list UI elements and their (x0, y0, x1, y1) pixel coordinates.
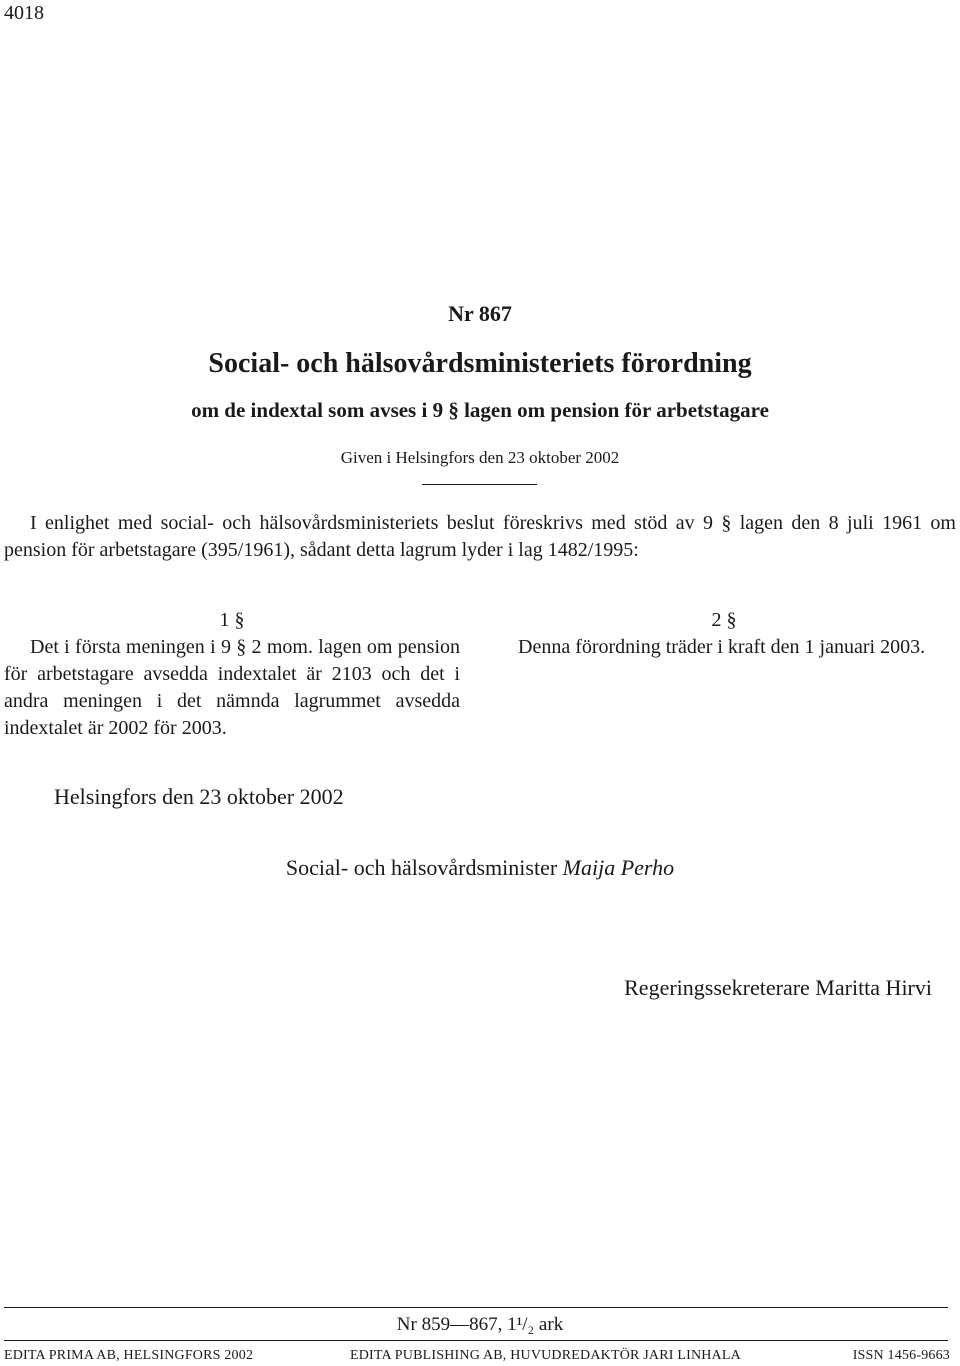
statute-subtitle: om de indextal som avses i 9 § lagen om pension för arbetstagare (191, 398, 769, 422)
minister-title: Social- och hälsovårdsminister (285, 855, 558, 880)
footer-issn: ISSN 1456-9663 (852, 1348, 950, 1363)
section-2-heading: 2 § (711, 609, 737, 631)
section-1-heading: 1 § (219, 609, 245, 631)
footer-printer: EDITA PRIMA AB, HELSINGFORS 2002 (4, 1348, 254, 1363)
title-divider (422, 484, 537, 485)
footer-divider-bottom (4, 1340, 948, 1341)
minister-name: Maija Perho (562, 855, 675, 880)
minister-signature (0, 855, 960, 881)
page-number: 4018 (4, 2, 44, 24)
intro-paragraph (4, 510, 956, 564)
place-date: Helsingfors den 23 oktober 2002 (54, 784, 344, 809)
intro-text: I enlighet med social- och hälsovårdsministeriets beslut föreskrivs med stöd av 9 § lagen den 8 juli 1961 om pension för arbetstagare (395/1961), sådant detta lagrum lyder i lag 1482/1995: (4, 512, 956, 561)
secretary-signature: Regeringssekreterare Maritta Hirvi (624, 975, 932, 1000)
footer-ark: Nr 859—867, 1¹/₂ ark (396, 1314, 564, 1335)
section-1 (4, 607, 460, 742)
footer-publisher: EDITA PUBLISHING AB, HUVUDREDAKTÖR JARI LINHALA (350, 1348, 741, 1363)
statute-title: Social- och hälsovårdsministeriets förordning (208, 348, 752, 379)
statute-number: Nr 867 (448, 301, 512, 326)
footer-divider-top (4, 1307, 948, 1308)
section-2 (492, 607, 956, 661)
section-2-text: Denna förordning träder i kraft den 1 januari 2003. (518, 636, 926, 658)
section-1-text: Det i första meningen i 9 § 2 mom. lagen om pension för arbetstagare avsedda indextalet är 2103 och det i andra meningen i det nämnda lagrummet avsedda indextalet är 2002 för 2003. (4, 636, 460, 739)
given-date: Given i Helsingfors den 23 oktober 2002 (340, 448, 620, 467)
